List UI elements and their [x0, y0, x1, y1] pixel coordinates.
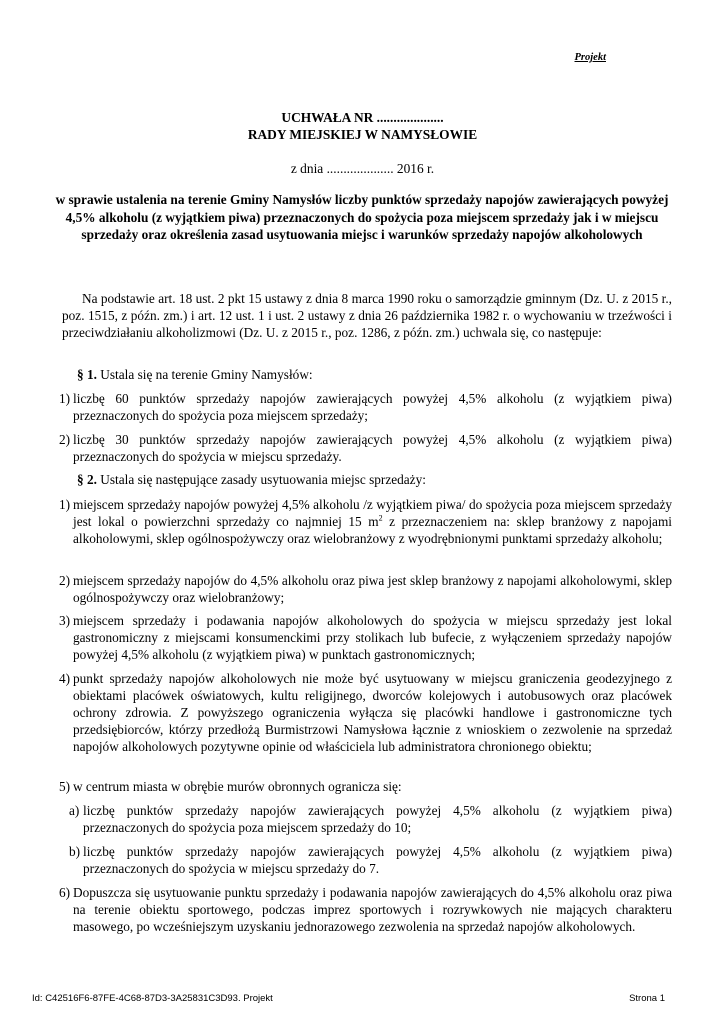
item-number: 2) — [59, 432, 71, 447]
section-1-item-2 — [59, 431, 672, 465]
item-number: 1) — [59, 497, 71, 512]
section-2-intro: Ustala się następujące zasady usytuowania miejsc sprzedaży: — [100, 472, 426, 487]
item-number: a) — [69, 803, 80, 818]
item-text: miejscem sprzedaży i podawania napojów alkoholowych do spożycia w miejscu sprzedaży jest lokal gastronomiczny z miejscami konsumenckimi przy stolikach lub bufecie, z wyłączeniem sprzedaży napojów powyżej 4,5% alkoholu (z wyjątkiem piwa) w punktach gastronomicznych; — [73, 613, 672, 662]
preamble — [62, 290, 672, 341]
item-number: 1) — [59, 391, 71, 406]
council-name: RADY MIEJSKIEJ W NAMYSŁOWIE — [247, 127, 478, 142]
section-2-subitem-a — [69, 802, 672, 836]
item-number: 3) — [59, 613, 71, 628]
item-number: b) — [69, 844, 81, 859]
item-text: w centrum miasta w obrębie murów obronnych ogranicza się: — [73, 779, 402, 794]
document-id: Id: C42516F6-87FE-4C68-87D3-3A25831C3D93. Projekt — [32, 993, 273, 1004]
section-2-mark: § 2. — [77, 472, 97, 487]
item-text-part-a: miejscem sprzedaży napojów powyżej 4,5% alkoholu /z wyjątkiem piwa/ do spożycia poza miejscem sprzedaży jest lokal o powierzchni sprzedaży co najmniej 15 m — [73, 497, 672, 529]
resolution-number: UCHWAŁA NR .................... — [281, 110, 444, 125]
page-number: Strona 1 — [629, 993, 665, 1004]
item-number: 4) — [59, 671, 71, 686]
item-number: 5) — [59, 779, 71, 794]
draft-label: Projekt — [574, 52, 606, 63]
item-text: Dopuszcza się usytuowanie punktu sprzedaży i podawania napojów zawierających do 4,5% alkoholu oraz piwa na terenie obiektu sportowego, podczas imprez sportowych i rozrywkowych nie mających charakteru masowego, po wcześniejszym uzyskaniu jednorazowego zezwolenia na sprzedaż napojów alkoholowych. — [73, 885, 672, 934]
item-text: punkt sprzedaży napojów alkoholowych nie może być usytuowany w miejscu graniczenia geodezyjnego z obiektami placówek oświatowych, kultu religijnego, dworców kolejowych i autobusowych oraz placówek ochrony zdrowia. Z powyższego ograniczenia wyłącza się placówki handlowe i gastronomiczne tych przedsiębiorców, którzy przedłożą Burmistrzowi Namysłowa łącznie z wnioskiem o zezwolenie na sprzedaż napojów alkoholowych pozytywne opinie od właściciela lub administratora chronionego obiektu; — [73, 671, 672, 754]
item-number: 2) — [59, 573, 71, 588]
resolution-subject: w sprawie ustalenia na terenie Gminy Namysłów liczby punktów sprzedaży napojów zawierających powyżej 4,5% alkoholu (z wyjątkiem piwa) przeznaczonych do spożycia poza miejscem sprzedaży jak i w miejscu sprzedaży oraz określenia zasad usytuowania miejsc i warunków sprzedaży napojów alkoholowych — [55, 192, 669, 242]
item-text: miejscem sprzedaży napojów do 4,5% alkoholu oraz piwa jest sklep branżowy z napojami alkoholowymi, sklep ogólnospożywczy oraz wielobranżowy; — [73, 573, 672, 605]
section-1-heading — [77, 366, 313, 383]
resolution-date: z dnia .................... 2016 r. — [290, 161, 435, 176]
item-text — [72, 496, 672, 547]
item-text-part-b: z przeznaczeniem na: sklep branżowy z napojami alkoholowymi, sklep ogólnospożywczy oraz wielobranżowy z wyodrębnionymi punktami sprzedaży alkoholu; — [73, 514, 672, 546]
section-2-subitem-b — [69, 843, 672, 877]
section-1-item-1 — [59, 390, 672, 424]
section-2-item-6 — [59, 884, 672, 935]
item-number: 6) — [59, 885, 71, 900]
square-meter-superscript: 2 — [378, 513, 383, 523]
preamble-text: Na podstawie art. 18 ust. 2 pkt 15 ustawy z dnia 8 marca 1990 roku o samorządzie gminnym (Dz. U. z 2015 r., poz. 1515, z późn. zm.) i art. 12 ust. 1 i ust. 2 ustawy z dnia 26 października 1982 r. o wychowaniu w trzeźwości i przeciwdziałaniu alkoholizmowi (Dz. U. z 2015 r., poz. 1286, z późn. zm.) uchwala się, co następuje: — [62, 291, 672, 340]
item-text: liczbę 60 punktów sprzedaży napojów zawierających powyżej 4,5% alkoholu (z wyjątkiem piwa) przeznaczonych do spożycia poza miejscem sprzedaży; — [73, 391, 672, 423]
section-2-heading — [77, 471, 426, 488]
section-2-item-2 — [59, 572, 672, 606]
item-text: liczbę 30 punktów sprzedaży napojów zawierających powyżej 4,5% alkoholu (z wyjątkiem piwa) przeznaczonych do spożycia w miejscu sprzedaży. — [73, 432, 672, 464]
section-2-item-4 — [59, 670, 672, 755]
section-1-mark: § 1. — [77, 367, 97, 382]
section-2-item-1 — [59, 496, 672, 547]
section-1-intro: Ustala się na terenie Gminy Namysłów: — [100, 367, 313, 382]
item-text: liczbę punktów sprzedaży napojów zawierających powyżej 4,5% alkoholu (z wyjątkiem piwa) przeznaczonych do spożycia w miejscu sprzedaży do 7. — [83, 844, 672, 876]
section-2-item-5 — [59, 778, 672, 795]
item-text: liczbę punktów sprzedaży napojów zawierających powyżej 4,5% alkoholu (z wyjątkiem piwa) przeznaczonych do spożycia poza miejscem sprzedaży do 10; — [83, 803, 672, 835]
section-2-item-3 — [59, 612, 672, 663]
